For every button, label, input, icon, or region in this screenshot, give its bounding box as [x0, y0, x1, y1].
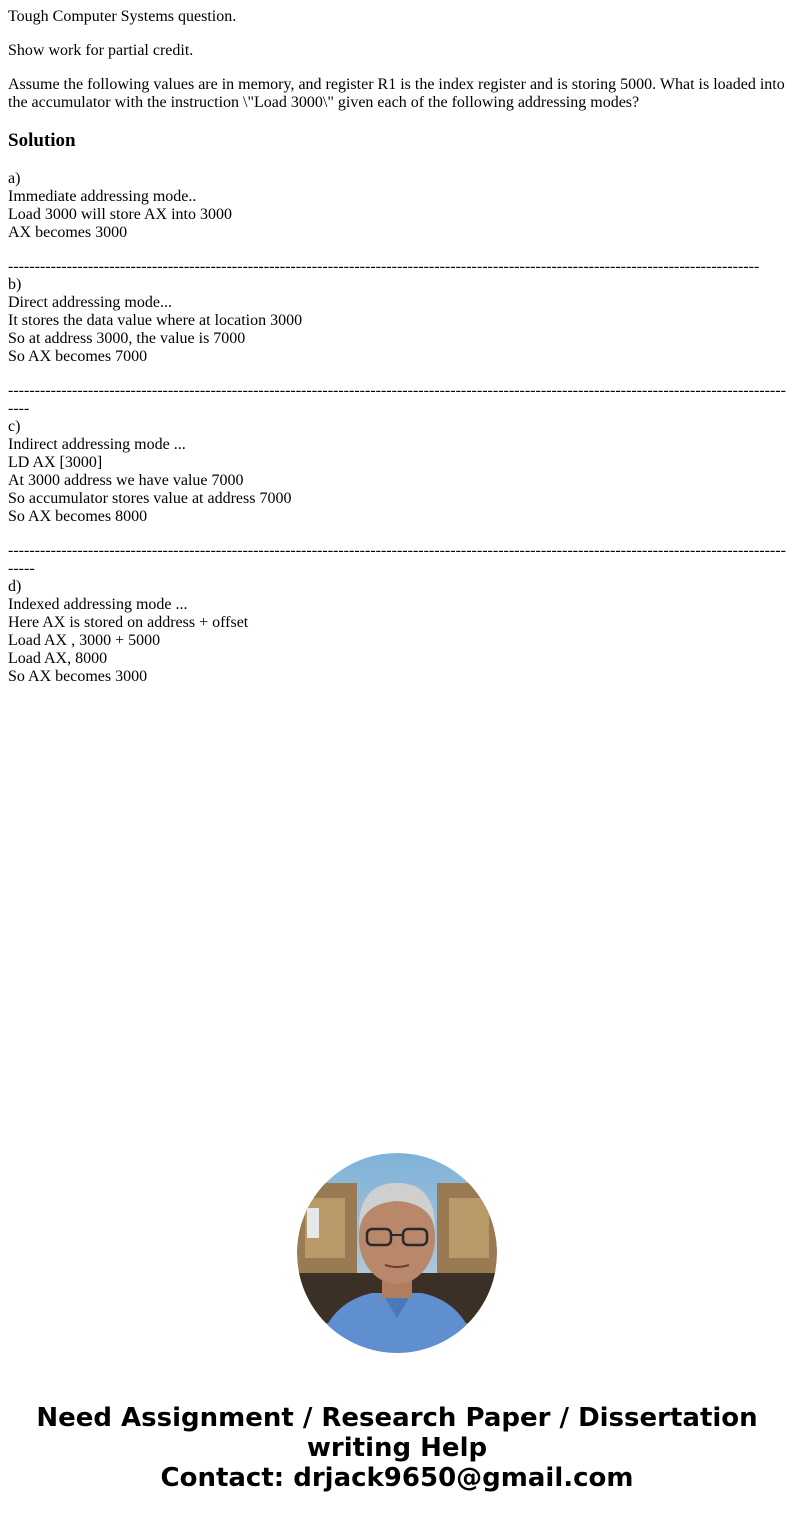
question-text: Assume the following values are in memory, and register R1 is the index register and is storing 5000. What is loaded into the accumulator with the instruction \"Load 3000\" given each of the following addressing modes? [8, 76, 785, 111]
answer-c-line: So AX becomes 8000 [8, 508, 148, 525]
answer-a-line: Immediate addressing mode.. [8, 188, 197, 205]
author-avatar [297, 1153, 497, 1353]
solution-heading: Solution [8, 130, 76, 151]
answer-a-line: AX becomes 3000 [8, 224, 128, 241]
answer-a-label: a) [8, 170, 21, 187]
answer-d-line: Load AX , 3000 + 5000 [8, 632, 161, 649]
divider-line: ------------------------------------------------------------------------------------------------------------------------------------------------------ [8, 382, 786, 417]
divider-line: ------------------------------------------------------------------------------------------------------------------------------------------------------- [8, 542, 786, 577]
answer-c [8, 418, 786, 526]
promo-banner [0, 1150, 794, 1493]
answer-b-line: So at address 3000, the value is 7000 [8, 330, 246, 347]
answer-b-line: So AX becomes 7000 [8, 348, 148, 365]
answer-d-line: Load AX, 8000 [8, 650, 108, 667]
document-body [8, 8, 786, 686]
answer-b-line: Direct addressing mode... [8, 294, 172, 311]
answer-d-line: Here AX is stored on address + offset [8, 614, 249, 631]
answer-c-line: At 3000 address we have value 7000 [8, 472, 244, 489]
answer-c-line: Indirect addressing mode ... [8, 436, 186, 453]
answer-d-label: d) [8, 578, 22, 595]
question-title: Tough Computer Systems question. [8, 8, 237, 25]
answer-c-label: c) [8, 418, 21, 435]
promo-text [0, 1403, 794, 1493]
answer-b-line: It stores the data value where at location 3000 [8, 312, 303, 329]
answer-d [8, 578, 786, 686]
answer-d-line: So AX becomes 3000 [8, 668, 148, 685]
answer-a-line: Load 3000 will store AX into 3000 [8, 206, 232, 223]
answer-c-line: So accumulator stores value at address 7000 [8, 490, 292, 507]
answer-b-label: b) [8, 276, 22, 293]
promo-contact: Contact: drjack9650@gmail.com [160, 1463, 634, 1493]
promo-line: Need Assignment / Research Paper / Dissertation [36, 1403, 758, 1433]
answer-b [8, 276, 786, 366]
answer-c-line: LD AX [3000] [8, 454, 103, 471]
answer-a [8, 170, 786, 242]
promo-line: writing Help [306, 1433, 488, 1463]
answer-d-line: Indexed addressing mode ... [8, 596, 188, 613]
question-instruction: Show work for partial credit. [8, 42, 194, 59]
divider-line: --------------------------------------------------------------------------------------------------------------------------------------------- [8, 258, 760, 275]
